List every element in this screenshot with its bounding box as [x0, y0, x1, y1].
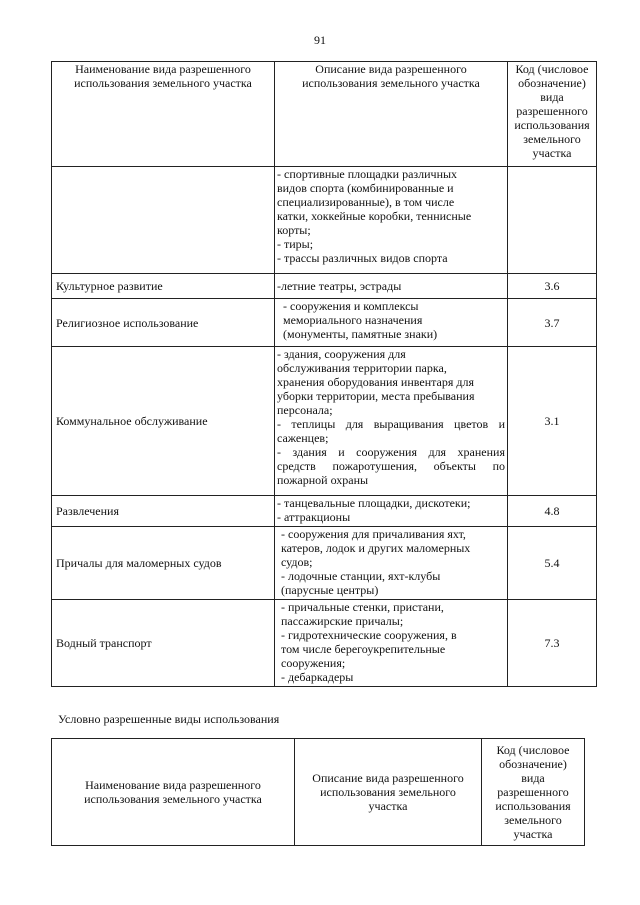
header-code-line: вида — [540, 90, 564, 104]
description-line: - трассы различных видов спорта — [277, 251, 448, 265]
description-line: - здания и сооружения для хранения — [277, 445, 505, 459]
description-line: сооружения; — [281, 656, 346, 670]
use-name-cell: Культурное развитие — [52, 274, 275, 299]
description-line: уборки территории, места пребывания — [277, 389, 475, 403]
description-line: мемориального назначения — [283, 313, 423, 327]
header-description-cell — [275, 62, 508, 167]
description-line: (монументы, памятные знаки) — [283, 327, 438, 341]
section-caption: Условно разрешенные виды использования — [58, 712, 280, 726]
header-description-line: Описание вида разрешенного — [312, 771, 464, 785]
header-name-line: использования земельного участка — [74, 76, 252, 90]
table-row — [52, 527, 597, 600]
table-row — [52, 167, 597, 274]
use-name-cell: Коммунальное обслуживание — [52, 347, 275, 496]
use-code-cell: 3.6 — [508, 274, 597, 299]
use-name-cell: Развлечения — [52, 496, 275, 527]
description-line: - танцевальные площадки, дискотеки; — [277, 496, 471, 510]
description-line: -летние театры, эстрады — [277, 279, 402, 293]
description-line: средств пожаротушения, объекты по — [277, 459, 505, 473]
header-description-line: использования земельного — [320, 785, 456, 799]
description-line: персонала; — [277, 403, 333, 417]
description-line: - причальные стенки, пристани, — [281, 600, 444, 614]
header-code-line: участка — [513, 827, 553, 841]
header-name-cell — [52, 739, 295, 846]
table-row — [52, 496, 597, 527]
description-line: судов; — [281, 555, 313, 569]
use-name-cell: Водный транспорт — [52, 600, 275, 687]
permitted-uses-table — [51, 61, 597, 687]
description-line: - сооружения для причаливания яхт, — [281, 527, 466, 541]
description-line: - гидротехнические сооружения, в — [281, 628, 457, 642]
header-description-line: использования земельного участка — [302, 76, 480, 90]
description-line: - спортивные площадки различных — [277, 167, 458, 181]
description-line: катки, хоккейные коробки, теннисные — [277, 209, 472, 223]
header-code-line: обозначение) — [499, 757, 567, 771]
header-name-line: Наименование вида разрешенного — [85, 778, 261, 792]
use-code-cell: 4.8 — [508, 496, 597, 527]
use-code-cell: 7.3 — [508, 600, 597, 687]
header-name-cell — [52, 62, 275, 167]
header-code-line: использования — [495, 799, 571, 813]
use-name-cell: Религиозное использование — [52, 299, 275, 347]
use-name-cell — [52, 167, 275, 274]
use-description-cell — [275, 274, 508, 299]
header-code-cell — [508, 62, 597, 167]
description-line: пожарной охраны — [277, 473, 369, 487]
description-line: - дебаркадеры — [281, 670, 354, 684]
description-line: (парусные центры) — [281, 583, 379, 597]
table-row — [52, 274, 597, 299]
table-header-row — [52, 62, 597, 167]
description-line: обслуживания территории парка, — [277, 361, 447, 375]
description-line: хранения оборудования инвентаря для — [277, 375, 474, 389]
header-description-line: участка — [368, 799, 408, 813]
header-name-line: Наименование вида разрешенного — [75, 62, 251, 76]
header-code-line: вида — [521, 771, 545, 785]
description-line: видов спорта (комбинированные и — [277, 181, 454, 195]
use-description-cell — [275, 347, 508, 496]
description-line: - теплицы для выращивания цветов и — [277, 417, 505, 431]
table-row — [52, 600, 597, 687]
header-code-line: Код (числовое — [515, 62, 589, 76]
use-code-cell: 3.7 — [508, 299, 597, 347]
description-line: - сооружения и комплексы — [283, 299, 419, 313]
table-row — [52, 299, 597, 347]
description-line: - аттракционы — [277, 510, 351, 524]
page-number: 91 — [314, 33, 326, 47]
header-description-cell — [295, 739, 482, 846]
use-code-cell — [508, 167, 597, 274]
header-code-line: земельного — [504, 813, 562, 827]
use-description-cell — [275, 167, 508, 274]
use-description-cell — [275, 496, 508, 527]
description-line: саженцев; — [277, 431, 329, 445]
description-line: корты; — [277, 223, 311, 237]
header-code-cell — [482, 739, 585, 846]
use-name-cell: Причалы для маломерных судов — [52, 527, 275, 600]
header-code-line: разрешенного — [497, 785, 569, 799]
use-code-cell: 3.1 — [508, 347, 597, 496]
header-code-line: Код (числовое — [496, 743, 570, 757]
header-name-line: использования земельного участка — [84, 792, 262, 806]
description-line: том числе берегоукрепительные — [281, 642, 446, 656]
header-code-line: земельного — [523, 132, 581, 146]
description-line: - здания, сооружения для — [277, 347, 406, 361]
header-code-line: разрешенного — [516, 104, 588, 118]
header-code-line: участка — [532, 146, 572, 160]
header-code-line: обозначение) — [518, 76, 586, 90]
header-description-line: Описание вида разрешенного — [315, 62, 467, 76]
description-line: - тиры; — [277, 237, 314, 251]
description-line: пассажирские причалы; — [281, 614, 404, 628]
description-line: катеров, лодок и других маломерных — [281, 541, 471, 555]
header-code-line: использования — [514, 118, 590, 132]
use-description-cell — [275, 299, 508, 347]
use-description-cell — [275, 600, 508, 687]
use-description-cell — [275, 527, 508, 600]
table-header-row — [52, 739, 585, 846]
description-line: специализированные), в том числе — [277, 195, 455, 209]
conditional-uses-table — [51, 738, 585, 846]
description-line: - лодочные станции, яхт-клубы — [281, 569, 441, 583]
table-row — [52, 347, 597, 496]
use-code-cell: 5.4 — [508, 527, 597, 600]
